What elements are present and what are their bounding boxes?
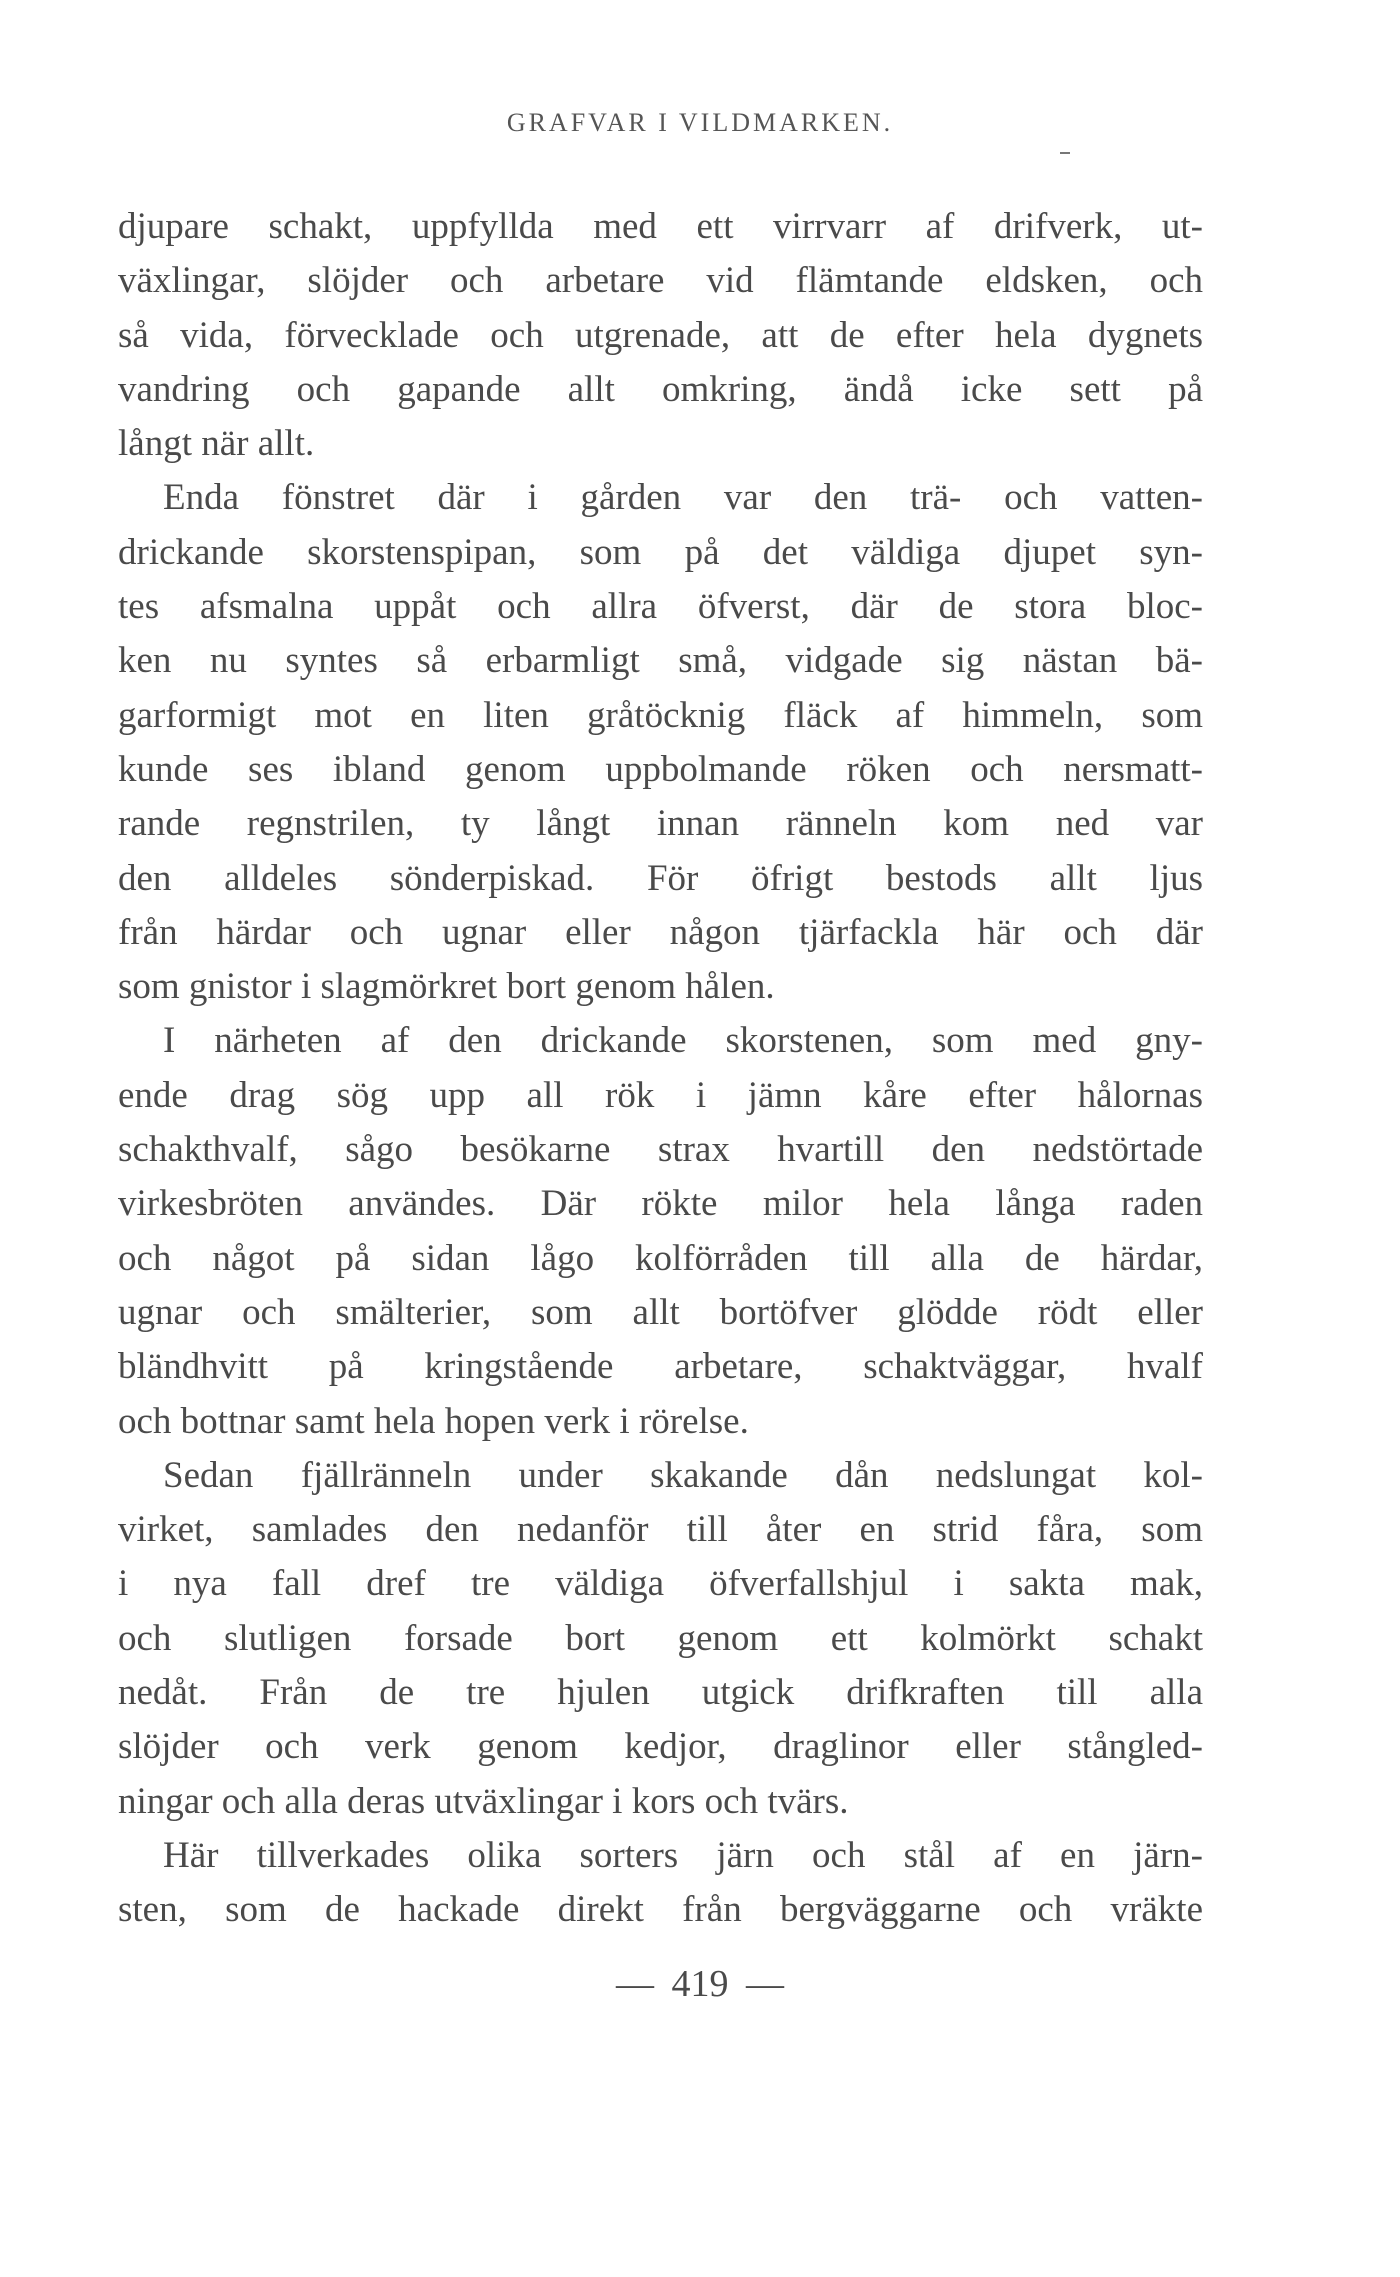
page-number: — 419 —	[616, 1963, 784, 2005]
text-line: slöjder och verk genom kedjor, draglinor eller stångled-	[118, 1726, 1203, 1768]
text-line: ningar och alla deras utväxlingar i kors och tvärs.	[118, 1780, 849, 1822]
text-line: I närheten af den drickande skorstenen, som med gny-	[163, 1020, 1203, 1062]
text-line: från härdar och ugnar eller någon tjärfackla här och där	[118, 911, 1203, 953]
text-line: sten, som de hackade direkt från bergväggarne och vräkte	[118, 1889, 1203, 1931]
text-line: och bottnar samt hela hopen verk i rörelse.	[118, 1400, 749, 1442]
text-line: Här tillverkades olika sorters järn och stål af en järn-	[163, 1834, 1203, 1876]
text-line: Sedan fjällränneln under skakande dån nedslungat kol-	[163, 1454, 1203, 1496]
text-line: vandring och gapande allt omkring, ändå icke sett på	[118, 368, 1203, 410]
header-dash	[1060, 152, 1070, 154]
text-line: i nya fall dref tre väldiga öfverfallshjul i sakta mak,	[118, 1563, 1203, 1605]
text-line: garformigt mot en liten gråtöcknig fläck af himmeln, som	[118, 694, 1203, 736]
body-text	[118, 200, 1203, 1938]
text-line: så vida, förvecklade och utgrenade, att de efter hela dygnets	[118, 314, 1203, 356]
text-line: tes afsmalna uppåt och allra öfverst, där de stora bloc-	[118, 586, 1203, 628]
text-line: och slutligen forsade bort genom ett kolmörkt schakt	[118, 1617, 1203, 1659]
text-line: drickande skorstenspipan, som på det väldiga djupet syn-	[118, 531, 1203, 573]
text-line: djupare schakt, uppfyllda med ett virrvarr af drifverk, ut-	[118, 206, 1203, 247]
text-line: bländhvitt på kringstående arbetare, schaktväggar, hvalf	[118, 1346, 1203, 1388]
text-line: den alldeles sönderpiskad. För öfrigt bestods allt ljus	[118, 857, 1203, 899]
text-line: och något på sidan lågo kolförråden till alla de härdar,	[118, 1237, 1203, 1279]
text-line: virket, samlades den nedanför till åter en strid fåra, som	[118, 1509, 1203, 1551]
text-line: Enda fönstret där i gården var den trä- och vatten-	[163, 477, 1203, 519]
text-line: ende drag sög upp all rök i jämn kåre efter hålornas	[118, 1074, 1203, 1116]
text-line: kunde ses ibland genom uppbolmande röken och nersmatt-	[118, 748, 1203, 790]
text-line: ken nu syntes så erbarmligt små, vidgade sig nästan bä-	[118, 640, 1203, 682]
text-line: växlingar, slöjder och arbetare vid flämtande eldsken, och	[118, 260, 1203, 302]
text-line: virkesbröten användes. Där rökte milor hela långa raden	[118, 1183, 1203, 1225]
text-line: nedåt. Från de tre hjulen utgick drifkraften till alla	[118, 1672, 1203, 1714]
text-line: schakthvalf, sågo besökarne strax hvartill den nedstörtade	[118, 1129, 1203, 1171]
text-line: som gnistor i slagmörkret bort genom hålen.	[118, 966, 775, 1008]
text-line: rande regnstrilen, ty långt innan ränneln kom ned var	[118, 803, 1203, 845]
text-line: långt när allt.	[118, 423, 315, 465]
text-line: ugnar och smälterier, som allt bortöfver glödde rödt eller	[118, 1291, 1203, 1333]
running-title: GRAFVAR I VILDMARKEN.	[506, 108, 894, 137]
